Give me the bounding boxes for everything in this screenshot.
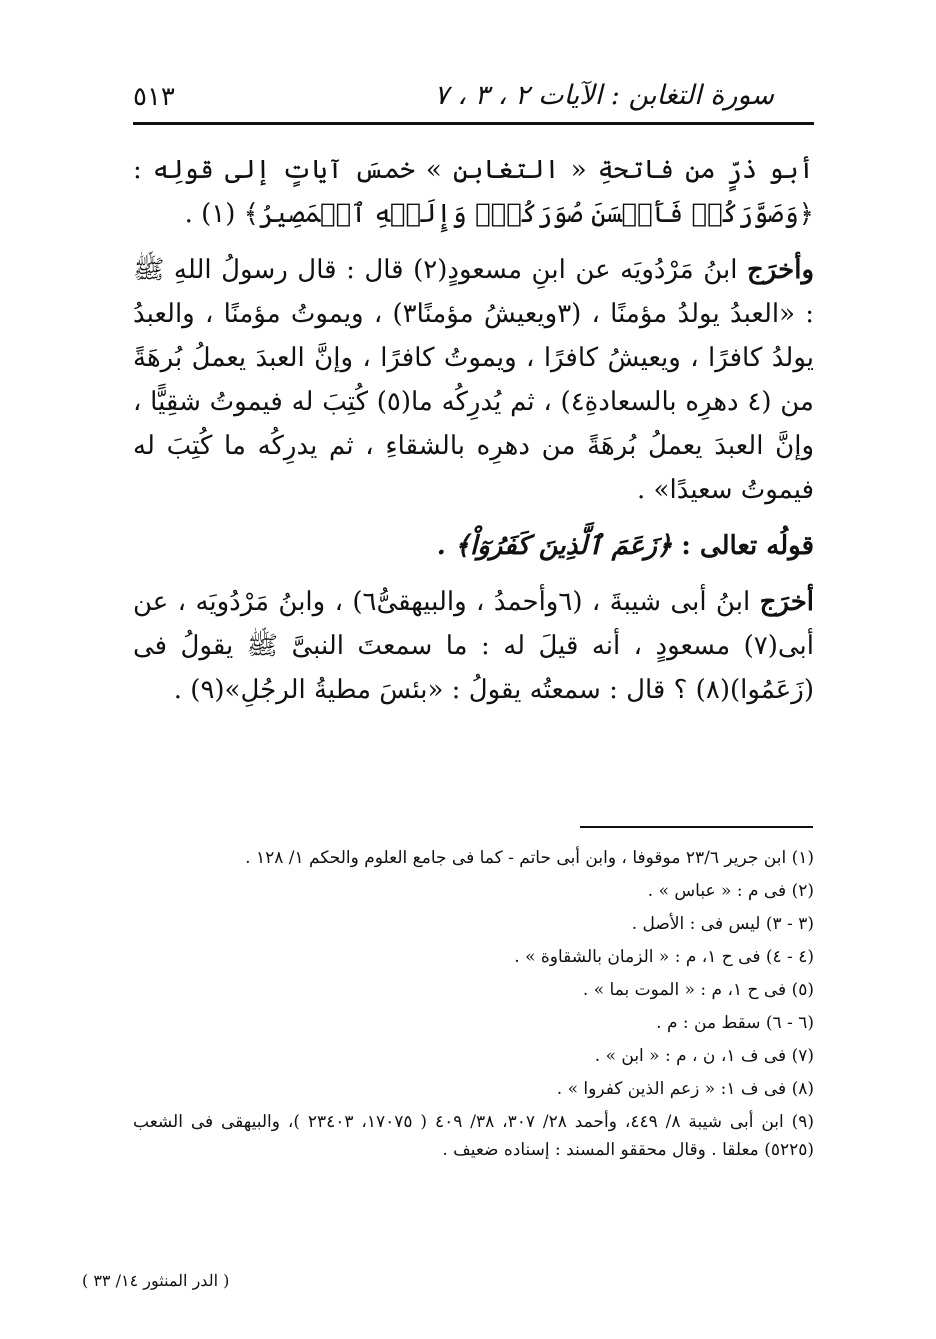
paragraph-text: أبو ذرٍّ من فاتحةِ « التغابنِ » خمسَ آياتٍ إلى قولِه : ﴿وَصَوَّرَكُمۡ فَأَحۡسَنَ صُوَرَكُمۡۖ وَإِلَيۡهِ ٱلۡمَصِيرُ﴾ (١) . — [133, 155, 814, 229]
footnote-9: (٩) ابن أبى شيبة ٨/ ٤٤٩، وأحمد ٢٨/ ٣٠٧، ٣٨/ ٤٠٩ ( ١٧٠٧٥، ٢٣٤٠٣ )، والبيهقى فى الشعب (٥٢٢٥) معلقا . وقال محققو المسند : إسناده ضعيف . — [133, 1112, 815, 1160]
footnote-7: (٧) فى ف ١، ن ، م : « ابن » . — [594, 1046, 814, 1066]
paragraph-lead: وأخرَج — [747, 255, 814, 285]
paragraph-2 — [133, 248, 814, 512]
footnotes — [133, 842, 814, 1164]
paragraph-3 — [133, 580, 814, 712]
footnote-3: (٣ - ٣) ليس فى : الأصل . — [631, 914, 814, 934]
footnote-1: (١) ابن جرير ٢٣/٦ موقوفا ، وابن أبى حاتم - كما فى جامع العلوم والحكم ١/ ١٢٨ . — [245, 848, 814, 868]
footnote-5: (٥) فى ح ١، م : « الموت بما » . — [582, 980, 814, 1000]
source-reference: ( الدر المنثور ١٤/ ٣٣ ) — [82, 1271, 230, 1290]
footnote-2: (٢) فى م : « عباس » . — [647, 881, 814, 901]
running-title: سورة التغابن : الآيات ٢ ، ٣ ، ٧ — [434, 80, 774, 111]
footnote-4: (٤ - ٤) فى ح ١، م : « الزمان بالشقاوة » . — [514, 947, 814, 967]
heading-lead: قولُه تعالى : — [681, 531, 814, 561]
page-number: ٥١٣ — [133, 82, 175, 112]
footnote-6: (٦ - ٦) سقط من : م . — [656, 1013, 814, 1033]
paragraph-text: ابنُ أبى شيبةَ ، (٦وأحمدُ ، والبيهقىُّ٦) ، وابنُ مَرْدُويَه ، عن أبى(٧) مسعودٍ ، أنه قيلَ له : ما سمعتَ النبىَّ ﷺ يقولُ فى (زَعَمُوا)(٨) ؟ قال : سمعتُه يقولُ : «بئسَ مطيةُ الرجُلِ»(٩) . — [133, 587, 814, 705]
paragraph-1 — [133, 148, 814, 236]
footnote-divider — [580, 826, 813, 828]
quran-verse: ﴿زَعَمَ ٱلَّذِينَ كَفَرُوٓاْ﴾ . — [436, 531, 682, 561]
header-divider — [133, 122, 814, 125]
paragraph-lead: أخرَج — [759, 587, 814, 617]
section-heading — [133, 524, 814, 568]
footnote-8: (٨) فى ف ١: « زعم الذين كفروا » . — [556, 1079, 814, 1099]
paragraph-text: ابنُ مَرْدُويَه عن ابنِ مسعودٍ(٢) قال : قال رسولُ اللهِ ﷺ : «العبدُ يولدُ مؤمنًا ، (٣ويعيشُ مؤمنًا٣) ، ويموتُ مؤمنًا ، والعبدُ يولدُ كافرًا ، ويعيشُ كافرًا ، ويموتُ كافرًا ، وإنَّ العبدَ يعملُ بُرهَةً من (٤ دهرِه بالسعادةِ٤) ، ثم يُدرِكُه ما(٥) كُتِبَ له فيموتُ شقِيًّا ، وإنَّ العبدَ يعملُ بُرهَةً من دهرِه بالشقاءِ ، ثم يدرِكُه ما كُتِبَ له فيموتُ سعيدًا» . — [133, 255, 814, 505]
page-header — [133, 72, 814, 120]
main-text — [133, 148, 814, 724]
